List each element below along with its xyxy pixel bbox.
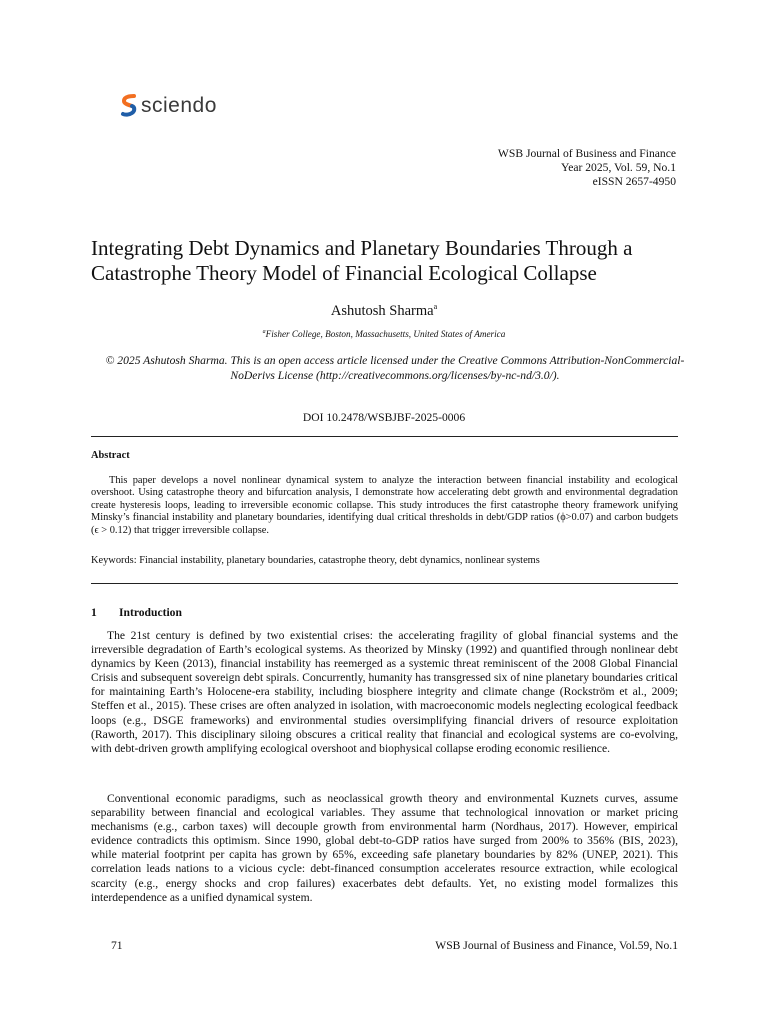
affiliation-superscript: a <box>262 329 266 335</box>
paragraph: Conventional economic paradigms, such as neoclassical growth theory and environmental Kuznets curves, assume separability between financial and ecological variables. They assume that technological innovation or market pricing mechanisms (e.g., carbon taxes) will decouple growth from environmental harm (Nordhaus, 2017). However, empirical evidence contradicts this optimism. Since 1990, global debt-to-GDP ratios have surged from 200% to 356% (BIS, 2023), while material footprint per capita has grown by 65%, exceeding safe planetary boundaries by 82% (UNEP, 2021). This correlation leads nations to a vicious cycle: debt-financed consumption accelerates resource extraction, while ecological scarcity (e.g., energy shocks and crop failures) exacerbates debt defaults. Yet, no existing model formalizes this interdependence as a unified dynamical system. <box>91 792 678 904</box>
journal-name: WSB Journal of Business and Finance <box>497 147 676 160</box>
section-number: 1 <box>91 606 97 619</box>
author-superscript: a <box>433 302 438 311</box>
footer-journal-ref: WSB Journal of Business and Finance, Vol.59, No.1 <box>435 939 678 952</box>
page-footer <box>91 939 678 952</box>
divider-bottom <box>91 583 678 584</box>
author-line <box>0 302 768 320</box>
paragraph: The 21st century is defined by two existential crises: the accelerating fragility of global financial systems and the irreversible degradation of Earth’s ecological systems. As theorized by Minsky (1992) and quantified through nonlinear debt dynamics by Keen (2013), financial instability has reemerged as a systemic threat reminiscent of the 2008 Global Financial Crisis and subsequent sovereign debt spirals. Concurrently, humanity has transgressed six of nine planetary boundaries critical for maintaining Earth’s Holocene-era stability, including biosphere integrity and climate change (Rockström et al., 2009; Steffen et al., 2015). These crises are often analyzed in isolation, with macroeconomic models neglecting ecological feedback loops (e.g., DSGE frameworks) and environmental studies oversimplifying financial drivers of resource exploitation (Raworth, 2017). This disciplinary siloing obscures a critical reality that financial and ecological systems are co-evolving, with debt-driven growth amplifying ecological overshoot and biophysical collapse eroding economic resilience. <box>91 629 678 755</box>
article-title: Integrating Debt Dynamics and Planetary Boundaries Through a Catastrophe Theory Model of Financial Ecological Collapse <box>91 236 633 285</box>
logo-wordmark: sciendo <box>141 94 217 117</box>
affiliation-line <box>0 329 768 339</box>
page-number: 71 <box>111 939 123 952</box>
sciendo-logo-icon <box>120 93 138 119</box>
journal-volume: Year 2025, Vol. 59, No.1 <box>561 161 676 174</box>
abstract-heading: Abstract <box>91 450 130 461</box>
section-heading <box>91 606 182 619</box>
abstract-body: This paper develops a novel nonlinear dynamical system to analyze the interaction between financial instability and ecological overshoot. Using catastrophe theory and bifurcation analysis, I demonstrate how accelerating debt growth and environmental degradation create hysteresis loops, leading to irreversible economic collapse. This study introduces the first catastrophe theory framework unifying Minsky’s financial instability and planetary boundaries, identifying dual critical thresholds in debt/GDP ratios (ϕ>0.07) and carbon budgets (ϵ > 0.12) that trigger irreversible collapse. <box>91 475 678 536</box>
doi[interactable]: DOI 10.2478/WSBJBF-2025-0006 <box>302 411 466 424</box>
section-title: Introduction <box>119 606 182 619</box>
keywords: Keywords: Financial instability, planetary boundaries, catastrophe theory, debt dynamics, nonlinear systems <box>91 555 540 566</box>
affiliation: Fisher College, Boston, Massachusetts, United States of America <box>265 329 506 340</box>
journal-issn: eISSN 2657-4950 <box>592 175 676 188</box>
license-notice: © 2025 Ashutosh Sharma. This is an open access article licensed under the Creative Commons Attribution-NonCommercial-NoDerivs License (http://creativecommons.org/licenses/by-nc-nd/3.0/). <box>105 354 685 382</box>
publisher-logo[interactable] <box>120 93 217 119</box>
author-name: Ashutosh Sharma <box>330 302 434 319</box>
journal-info <box>498 147 676 189</box>
divider-top <box>91 436 678 437</box>
